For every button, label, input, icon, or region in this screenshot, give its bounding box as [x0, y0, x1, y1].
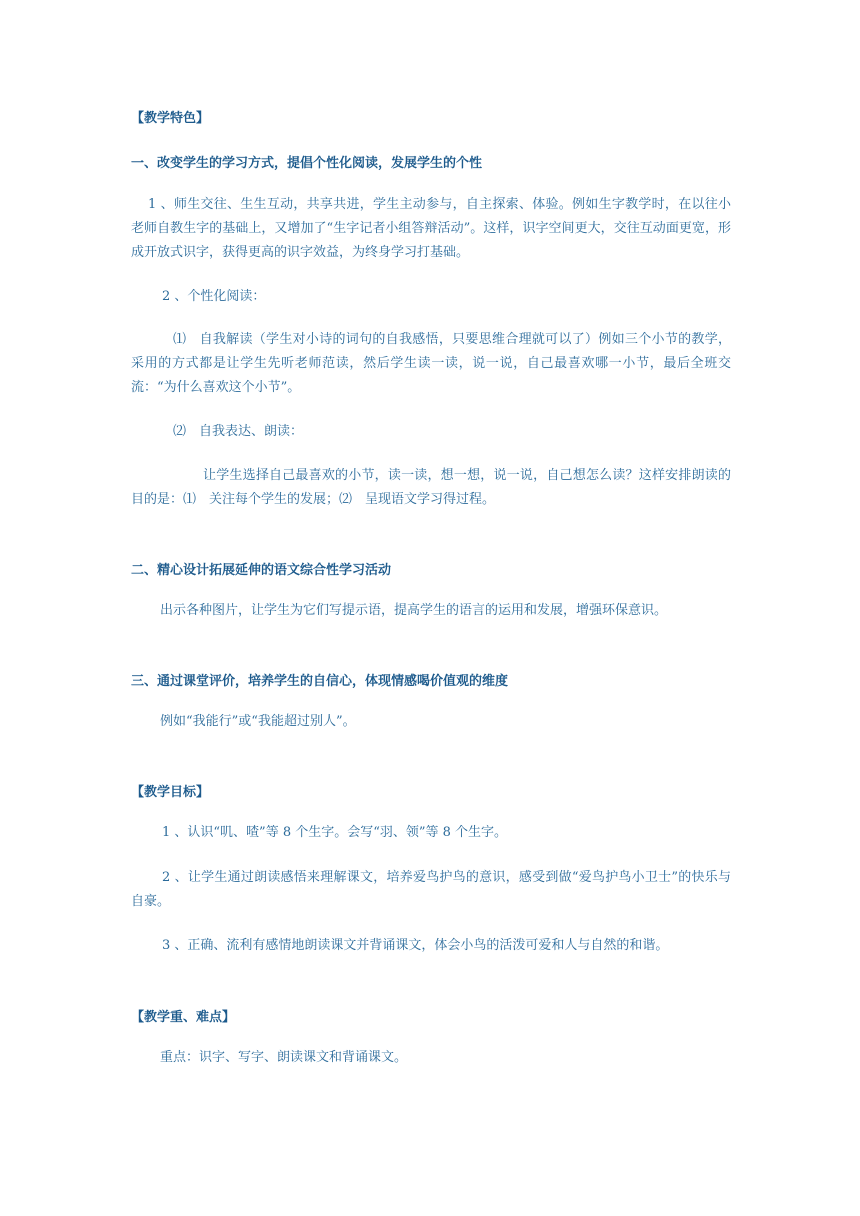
section-2-title: 二、精心设计拓展延伸的语文综合性学习活动 [131, 563, 392, 578]
sec1-paragraph-1: 1 、师生交往、生生互动，共享共进，学生主动参与，自主探索、体验。例如生字教学时，在以往小老师自教生字的基础上，又增加了“生字记者小组答辩活动”。这样，识字空间更大，交往互动面更宽，形成开放式识字，获得更高的识字效益，为终身学习打基础。 [131, 197, 731, 260]
goal-3: 3 、正确、流利有感情地朗读课文并背诵课文，体会小鸟的活泼可爱和人与自然的和谐。 [162, 938, 669, 953]
section-1-title: 一、改变学生的学习方式，提倡个性化阅读，发展学生的个性 [131, 156, 483, 171]
sec1-paragraph-2: 2 、个性化阅读： [162, 289, 266, 304]
section-heading-key-points: 【教学重、难点】 [131, 1010, 236, 1025]
goal-1: 1 、认识“叽、喳”等 8 个生字。会写“羽、领”等 8 个生字。 [162, 825, 508, 840]
sec3-paragraph: 例如“我能行”或“我能超过别人”。 [160, 714, 356, 729]
section-3-title: 三、通过课堂评价，培养学生的自信心，体现情感喝价值观的维度 [131, 674, 509, 689]
sec2-paragraph: 出示各种图片，让学生为它们写提示语，提高学生的语言的运用和发展，增强环保意识。 [160, 603, 668, 618]
section-heading-features: 【教学特色】 [131, 111, 210, 126]
goal-2: 2 、让学生通过朗读感悟来理解课文，培养爱鸟护鸟的意识，感受到做“爱鸟护鸟小卫士”的快乐与自豪。 [131, 870, 731, 909]
key-points-paragraph: 重点：识字、写字、朗读课文和背诵课文。 [160, 1050, 408, 1065]
sec1-item-2: ⑵ 自我表达、朗读： [173, 424, 304, 439]
section-heading-goals: 【教学目标】 [131, 785, 210, 800]
sec1-item-1: ⑴ 自我解读（学生对小诗的词句的自我感悟，只要思维合理就可以了）例如三个小节的教学，采用的方式都是让学生先听老师范读，然后学生读一读，说一说，自己最喜欢哪一小节，最后全班交流：“为什么喜欢这个小节”。 [131, 332, 731, 395]
sec1-item-2-detail: 让学生选择自己最喜欢的小节，读一读，想一想，说一说，自己想怎么读？这样安排朗读的目的是：⑴ 关注每个学生的发展；⑵ 呈现语文学习得过程。 [131, 468, 731, 507]
